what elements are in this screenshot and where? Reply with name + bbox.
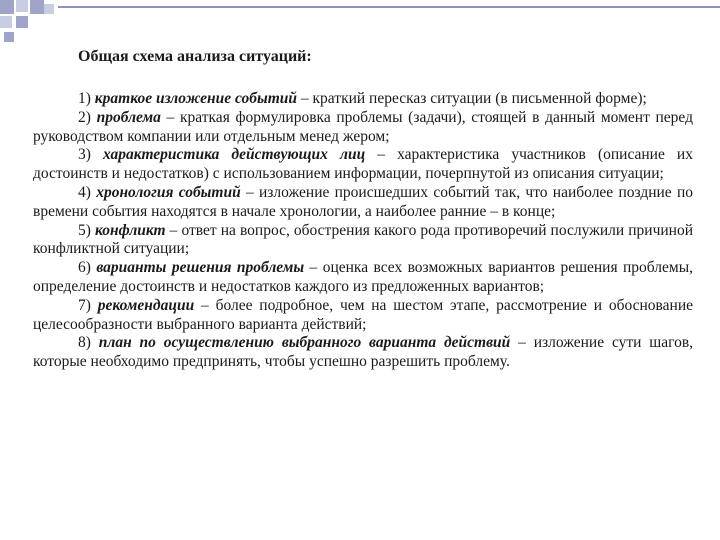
list-item bbox=[33, 297, 693, 335]
item-text: – изложение сути шагов, которые необходимо предпринять, чтобы успешно разрешить проблему. bbox=[33, 334, 694, 371]
item-number: 4) bbox=[78, 183, 91, 201]
item-text: – характеристика участников (описание их достоинств и недостатков) с использованием информации, почерпнутой из описания ситуации; bbox=[33, 146, 693, 183]
item-term: конфликт bbox=[94, 221, 166, 239]
item-number: 6) bbox=[78, 259, 91, 277]
list-item bbox=[33, 334, 693, 372]
item-number: 3) bbox=[78, 146, 91, 164]
list-item bbox=[33, 146, 693, 184]
corner-square-decoration bbox=[30, 0, 44, 14]
corner-square-decoration bbox=[16, 0, 28, 12]
header-rule bbox=[58, 6, 720, 8]
item-term: рекомендации bbox=[97, 296, 195, 314]
corner-square-decoration bbox=[0, 0, 14, 14]
item-term: хронология событий bbox=[96, 183, 241, 201]
list-item bbox=[33, 109, 693, 147]
item-term: краткое изложение событий bbox=[94, 90, 298, 107]
corner-square-decoration bbox=[4, 32, 14, 42]
item-term: характеристика действующих лиц bbox=[103, 146, 366, 164]
item-term: проблема bbox=[96, 108, 161, 126]
item-text: – более подробное, чем на шестом этапе, рассмотрение и обоснование целесообразности выбранного варианта действий; bbox=[33, 296, 693, 333]
item-text: – краткая формулировка проблемы (задачи), стоящей в данный момент перед руководством компании или отдельным менед жером; bbox=[33, 108, 693, 145]
title-spacer bbox=[33, 68, 693, 90]
corner-square-decoration bbox=[44, 4, 54, 14]
corner-square-decoration bbox=[16, 16, 28, 28]
item-text: – оценка всех возможных вариантов решения проблемы, определение достоинств и недостатков каждого из предложенных вариантов; bbox=[33, 259, 694, 295]
list-item bbox=[33, 90, 693, 109]
corner-square-decoration bbox=[0, 16, 12, 28]
slide-content bbox=[33, 46, 693, 372]
list-item bbox=[33, 184, 693, 222]
list-item bbox=[33, 222, 693, 260]
page-title: Общая схема анализа ситуаций: bbox=[78, 48, 312, 65]
item-number: 5) bbox=[78, 221, 91, 239]
item-number: 7) bbox=[78, 296, 91, 314]
item-number: 2) bbox=[78, 108, 91, 126]
item-number: 1) bbox=[78, 90, 91, 107]
item-text: – краткий пересказ ситуации (в письменной форме); bbox=[297, 90, 647, 107]
list-item bbox=[33, 259, 693, 297]
item-term: варианты решения проблемы bbox=[96, 259, 305, 277]
item-text: – изложение происшедших событий так, что наиболее поздние по времени события находятся в начале хронологии, а наиболее ранние – в конце; bbox=[33, 183, 693, 220]
item-number: 8) bbox=[78, 334, 91, 352]
item-text: – ответ на вопрос, обострения какого рода противоречий послужили причиной конфликтной ситуации; bbox=[33, 221, 694, 258]
item-term: план по осуществлению выбранного варианта действий bbox=[98, 334, 511, 352]
